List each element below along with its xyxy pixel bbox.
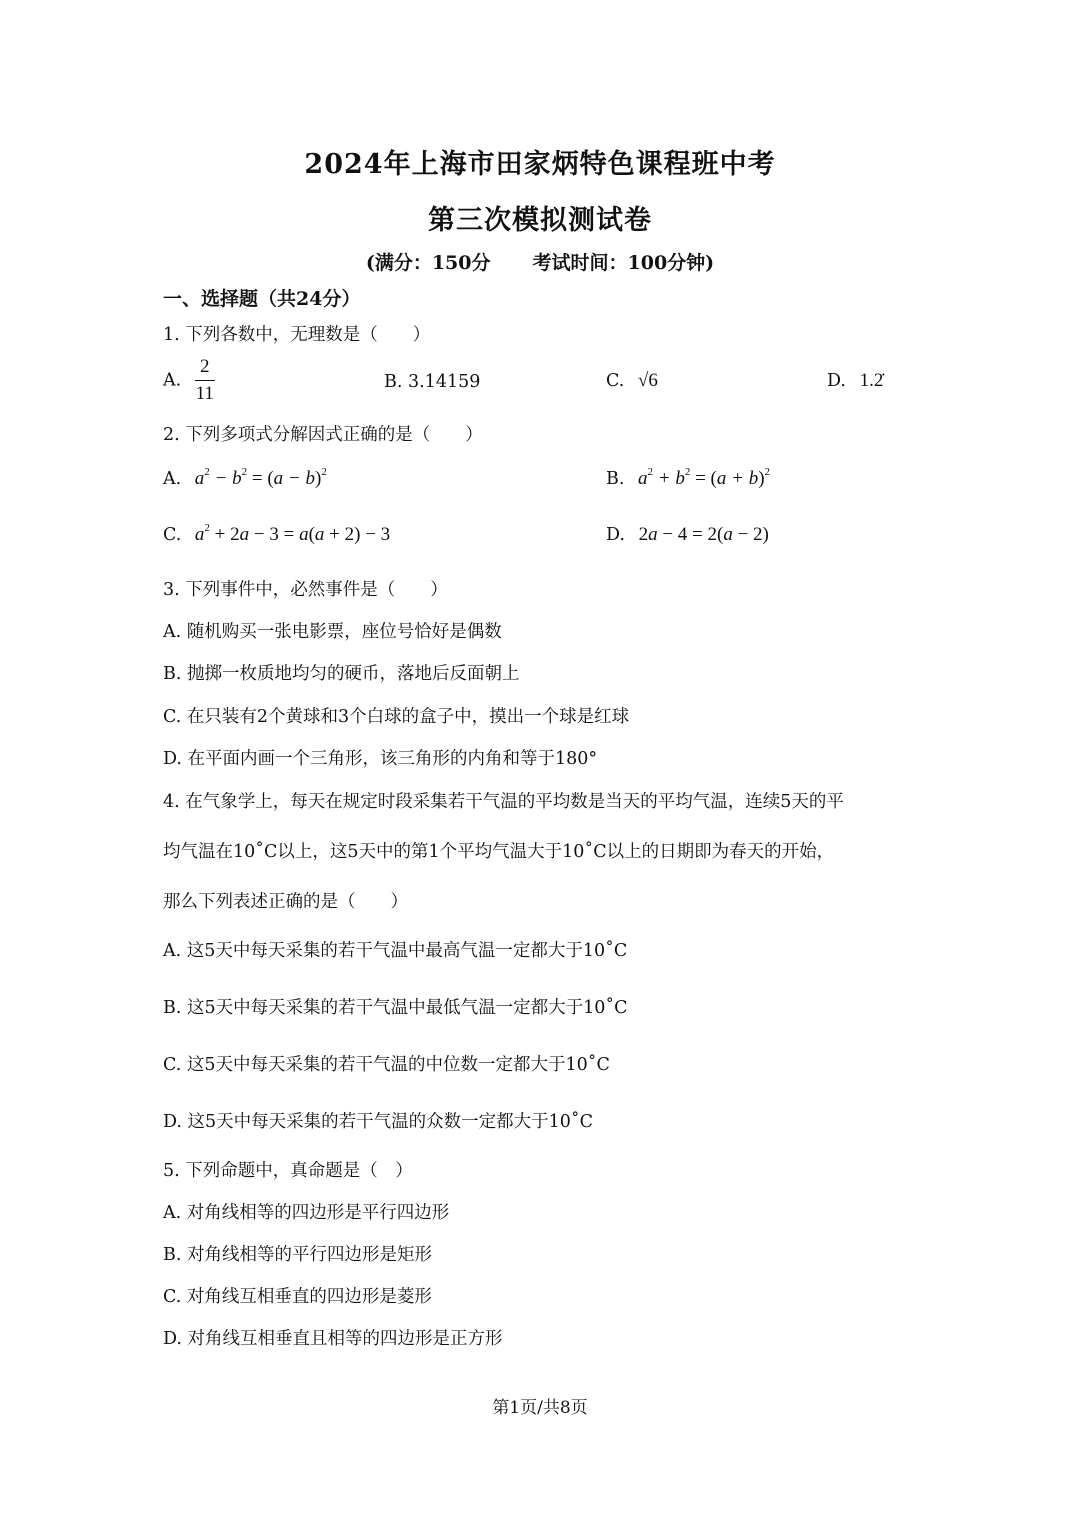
page-number: 第1页/共8页 — [492, 1398, 588, 1418]
option-label: C. — [163, 525, 182, 545]
question-4-stem-line1: 4. 在气象学上，每天在规定时段采集若干气温的平均数是当天的平均气温，连续5天的平 — [163, 792, 844, 812]
question-5-option-d: D. 对角线互相垂直且相等的四边形是正方形 — [163, 1329, 503, 1349]
question-2-option-c — [163, 524, 390, 546]
math-expression: $a^2 + 2a - 3 = a(a + 2) - 3$ — [194, 522, 391, 545]
math-expression: 1.2̇ — [859, 370, 884, 391]
question-5-option-a: A. 对角线相等的四边形是平行四边形 — [163, 1203, 450, 1223]
option-label: A. — [163, 469, 182, 489]
section-heading: 一、选择题（共24分） — [163, 288, 361, 310]
question-2-stem: 2. 下列多项式分解因式正确的是（ ） — [163, 425, 483, 445]
option-label: B. — [606, 469, 625, 489]
exam-meta — [0, 248, 1080, 275]
denominator: 11 — [195, 383, 214, 404]
question-4-option-b: B. 这5天中每天采集的若干气温中最低气温一定都大于10˚C — [163, 998, 628, 1018]
full-score: (满分：150分 — [365, 252, 491, 274]
question-2-option-b — [606, 468, 770, 490]
question-4-option-d: D. 这5天中每天采集的若干气温的众数一定都大于10˚C — [163, 1112, 594, 1132]
exam-title-line1: 2024年上海市田家炳特色课程班中考 — [304, 149, 776, 180]
question-3-option-d: D. 在平面内画一个三角形，该三角形的内角和等于180° — [163, 749, 598, 769]
question-3-option-c: C. 在只装有2个黄球和3个白球的盒子中，摸出一个球是红球 — [163, 707, 630, 727]
question-1-option-b: B. 3.14159 — [384, 372, 481, 392]
math-expression: √6 — [637, 370, 658, 391]
question-2-option-d — [606, 524, 769, 546]
question-3-option-b: B. 抛掷一枚质地均匀的硬币，落地后反面朝上 — [163, 664, 520, 684]
question-4-option-a: A. 这5天中每天采集的若干气温中最高气温一定都大于10˚C — [163, 941, 628, 961]
question-5-option-b: B. 对角线相等的平行四边形是矩形 — [163, 1245, 432, 1265]
option-label: C. — [606, 371, 625, 391]
numerator: 2 — [200, 356, 210, 377]
question-2-option-a — [163, 468, 327, 490]
question-3-option-a: A. 随机购买一张电影票，座位号恰好是偶数 — [163, 622, 502, 642]
question-1-option-a — [163, 356, 215, 405]
question-5-option-c: C. 对角线互相垂直的四边形是菱形 — [163, 1287, 432, 1307]
exam-time: 考试时间：100分钟) — [532, 252, 715, 274]
fraction — [195, 356, 215, 405]
option-label: D. — [827, 371, 846, 391]
question-5-stem: 5. 下列命题中，真命题是（ ） — [163, 1161, 413, 1181]
question-4-stem-line3: 那么下列表述正确的是（ ） — [163, 892, 408, 912]
math-expression: $a^2 - b^2 = (a - b)^2$ — [194, 466, 327, 489]
math-expression: $a^2 + b^2 = (a + b)^2$ — [638, 466, 771, 489]
option-label: D. — [606, 525, 625, 545]
question-1-stem: 1. 下列各数中，无理数是（ ） — [163, 325, 431, 345]
question-3-stem: 3. 下列事件中，必然事件是（ ） — [163, 580, 448, 600]
question-1-option-c — [606, 370, 658, 392]
question-4-stem-line2: 均气温在10˚C以上，这5天中的第1个平均气温大于10˚C以上的日期即为春天的开始， — [163, 842, 835, 862]
exam-title-line2: 第三次模拟测试卷 — [428, 205, 652, 236]
option-label: A. — [163, 370, 182, 391]
fraction-bar — [195, 380, 215, 381]
question-1-option-d — [827, 370, 883, 392]
math-expression: 2a − 4 = 2(a − 2) — [638, 524, 769, 545]
question-4-option-c: C. 这5天中每天采集的若干气温的中位数一定都大于10˚C — [163, 1055, 610, 1075]
